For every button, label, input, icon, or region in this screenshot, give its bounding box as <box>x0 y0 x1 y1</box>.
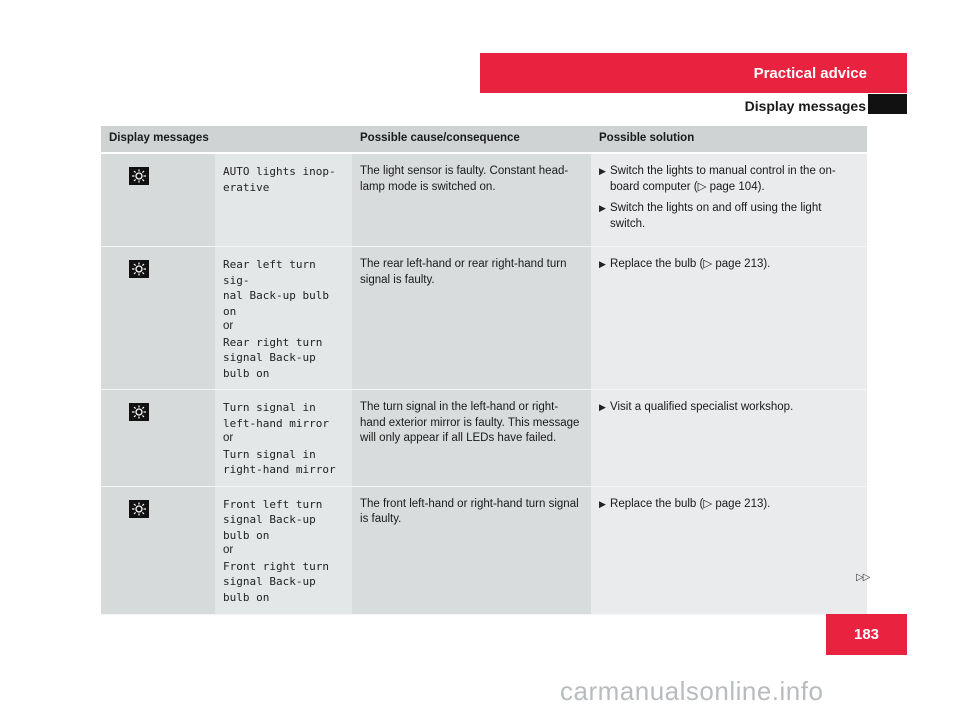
message-line: Rear right turn signal Back-up bulb on <box>223 335 323 380</box>
message-line: Turn signal in right-hand mirror <box>223 447 336 476</box>
solution-item <box>599 257 859 273</box>
cause-cell: The front left-hand or right-hand turn signal is faulty. <box>352 486 591 614</box>
cause-cell: The rear left-hand or rear right-hand turn signal is faulty. <box>352 247 591 390</box>
light-bulb-icon <box>129 403 149 421</box>
message-line: Rear left turn sig- nal Back-up bulb on <box>223 258 329 318</box>
display-messages-table <box>101 126 870 615</box>
light-bulb-icon <box>129 260 149 278</box>
message-line: Front right turn signal Back-up bulb on <box>223 559 329 604</box>
solution-text: Replace the bulb (▷ page 213). <box>610 497 771 510</box>
step-arrow-icon: ▶ <box>599 203 606 213</box>
section-title: Practical advice <box>480 53 907 93</box>
cause-cell: The turn signal in the left-hand or right-hand exterior mirror is faulty. This message will only appear if all LEDs have failed. <box>352 390 591 487</box>
table-row <box>101 247 867 390</box>
cause-cell: The light sensor is faulty. Constant head-lamp mode is switched on. <box>352 153 591 247</box>
solution-cell <box>591 486 870 614</box>
watermark: carmanualsonline.info <box>560 676 824 706</box>
table-row <box>101 390 867 487</box>
light-bulb-icon <box>129 500 149 518</box>
message-icon-cell <box>101 486 215 614</box>
message-icon-cell <box>101 247 215 390</box>
message-line: Front left turn signal Back-up bulb on <box>223 497 323 542</box>
solution-text: Replace the bulb (▷ page 213). <box>610 258 771 270</box>
message-text-cell <box>215 486 352 614</box>
solution-item <box>599 201 859 232</box>
message-line: Turn signal in left-hand mirror <box>223 401 329 430</box>
solution-item <box>599 400 859 416</box>
message-line: AUTO lights inop- erative <box>223 165 336 194</box>
table-row <box>101 153 867 247</box>
page-number: 183 <box>826 614 907 655</box>
step-arrow-icon: ▶ <box>599 402 606 412</box>
subsection-title: Display messages <box>744 98 866 114</box>
solution-item <box>599 164 859 195</box>
message-text-cell <box>215 153 352 247</box>
solution-cell <box>591 390 867 487</box>
solution-cell <box>591 153 867 247</box>
solution-text: Switch the lights on and off using the light switch. <box>610 202 822 230</box>
solution-text: Visit a qualified specialist workshop. <box>610 401 794 413</box>
column-header-solution: Possible solution <box>591 126 867 153</box>
column-header-display-messages: Display messages <box>101 126 352 153</box>
message-text-cell <box>215 247 352 390</box>
header-marker <box>868 94 907 114</box>
message-or-separator: or <box>223 432 234 444</box>
message-icon-cell <box>101 153 215 247</box>
table-header-row <box>101 126 867 153</box>
message-icon-cell <box>101 390 215 487</box>
column-header-cause: Possible cause/consequence <box>352 126 591 153</box>
solution-cell <box>591 247 867 390</box>
message-or-separator: or <box>223 544 234 556</box>
table-row <box>101 486 867 614</box>
message-text-cell <box>215 390 352 487</box>
solution-text: Switch the lights to manual control in the on-board computer (▷ page 104). <box>610 165 836 193</box>
step-arrow-icon: ▶ <box>599 498 606 509</box>
solution-item <box>599 497 859 513</box>
step-arrow-icon: ▶ <box>599 166 606 176</box>
light-bulb-icon <box>129 167 149 185</box>
message-or-separator: or <box>223 320 234 332</box>
continue-arrows: ▷▷ <box>856 572 870 583</box>
step-arrow-icon: ▶ <box>599 259 606 269</box>
